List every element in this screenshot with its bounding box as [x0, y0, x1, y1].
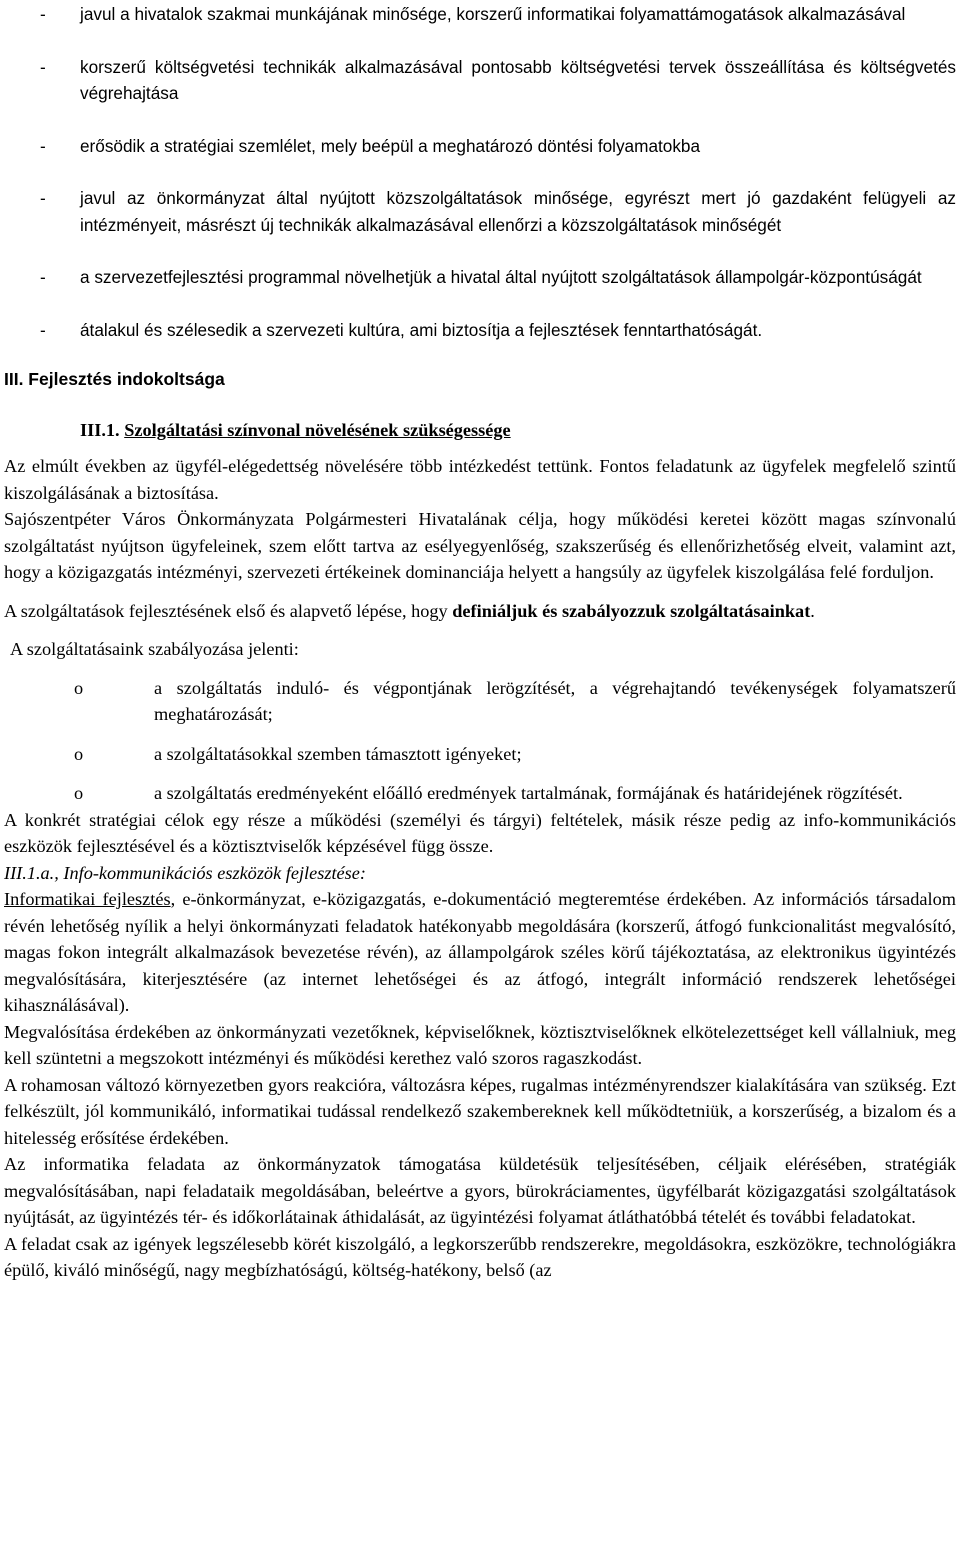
list-item — [4, 317, 956, 344]
section-3-heading: III. Fejlesztés indokoltsága — [4, 369, 225, 389]
list-item — [4, 54, 956, 107]
list-item — [4, 133, 956, 160]
paragraph-it-development-text: , e-önkormányzat, e-közigazgatás, e-dokumentáció megteremtése érdekében. Az információs társadalom révén lehetőség nyílik a helyi önkormányzati feladatok hatékonyabb megoldására (korszerű, átfogó funkcionalitást megvalósító, magas fokon integrált alkalmazások bevezetése révén), az állampolgárok széles körű tájékoztatása, az elektronikus ügyintézés megvalósítására, kiterjesztésére (az internet lehetőségei és az átfogó, integrált információ rendszerek lehetőségei kihasználásával). — [4, 889, 956, 1015]
list-item — [4, 780, 956, 807]
dash-marker: - — [40, 4, 46, 24]
circle-marker: o — [74, 677, 84, 698]
paragraph-goal: Sajószentpéter Város Önkormányzata Polgármesteri Hivatalának célja, hogy működési keretei között magas színvonalú szolgáltatást nyújtson ügyfeleinek, szem előtt tartva az esélyegyenlőség, szakszerűség és ellenőrizhetőség elveit, valamint azt, hogy a közigazgatás intézményi, szervezeti értékeinek dominanciája helyett a hangsúly az ügyfelek kiszolgálása felé forduljon. — [4, 509, 956, 582]
list-item — [4, 741, 956, 768]
list-item-text: korszerű költségvetési technikák alkalmazásával pontosabb költségvetési tervek összeállítása és költségvetés végrehajtása — [80, 56, 956, 103]
it-development-term: Informatikai fejlesztés — [4, 889, 171, 909]
paragraph-it-role: Az informatika feladata az önkormányzatok támogatása küldetésük teljesítésében, céljaik elérésében, stratégiák megvalósításában, napi feladataik megoldásában, beleértve a gyors, bürokráciamentes, ügyfélbarát közigazgatási szolgáltatások nyújtását, az ügyintézés tér- és időkorlátainak áthidalását, az ügyintézési folyamat átláthatóbbá tételét és további feladatokat. — [4, 1154, 956, 1227]
dash-marker: - — [40, 135, 46, 156]
circle-marker: o — [74, 743, 84, 764]
paragraph-first-step-text: A szolgáltatások fejlesztésének első és alapvető lépése, hogy — [4, 600, 453, 621]
list-item-text: átalakul és szélesedik a szervezeti kultúra, ami biztosítja a fejlesztések fenntarthatóságát. — [80, 319, 763, 340]
paragraph-flexible-system: A rohamosan változó környezetben gyors reakcióra, változásra képes, rugalmas intézményrendszer kialakítására van szükség. Ezt felkészült, jól kommunikáló, informatikai tudással rendelkező szakembereknek kell működtetniük, a korszerűség, a bizalom és a hitelesség erősítése érdekében. — [4, 1074, 956, 1148]
regulation-list — [4, 675, 956, 807]
list-item — [4, 185, 956, 238]
paragraph-task: A feladat csak az igények legszélesebb körét kiszolgáló, a legkorszerűbb rendszerekre, megoldásokra, eszközökre, technológiákra épülő, kiváló minőségű, nagy megbízhatóságú, költség-hatékony, belső (az — [4, 1233, 956, 1280]
dash-marker: - — [40, 56, 46, 77]
paragraph-first-step-end: . — [810, 600, 815, 621]
section-3-1-heading — [4, 417, 956, 444]
list-item-text: javul az önkormányzat által nyújtott közszolgáltatások minősége, egyrészt mert jó gazdaként felügyeli az intézményeit, másrészt új technikák alkalmazásával ellenőrzi a közszolgáltatások minőségét — [80, 188, 956, 235]
paragraph-first-step — [4, 598, 956, 625]
dash-marker: - — [40, 267, 46, 287]
paragraph-first-step-emphasis: definiáljuk és szabályozzuk szolgáltatásainkat — [452, 600, 811, 621]
list-item-text: erősödik a stratégiai szemlélet, mely beépül a meghatározó döntési folyamatokba — [80, 135, 701, 156]
section-3-1-a-heading: III.1.a., Info-kommunikációs eszközök fejlesztése: — [4, 862, 366, 883]
paragraph-commitment: Megvalósítása érdekében az önkormányzati vezetőknek, képviselőknek, köztisztviselőknek elkötelezettséget kell vállalniuk, meg kell szüntetni a megszokott intézményi és működési kerethez való szoros ragaszkodást. — [4, 1021, 956, 1068]
regulation-list-intro: A szolgáltatásaink szabályozása jelenti: — [10, 639, 299, 659]
list-item-text: a szolgáltatás eredményeként előálló eredmények tartalmának, formájának és határidejének rögzítését. — [154, 783, 903, 803]
list-item-text: javul a hivatalok szakmai munkájának minősége, korszerű informatikai folyamattámogatások alkalmazásával — [80, 4, 906, 24]
list-item-text: a szolgáltatásokkal szemben támasztott igényeket; — [154, 743, 522, 764]
list-item — [4, 264, 956, 291]
list-item — [4, 675, 956, 728]
paragraph-it-development — [4, 886, 956, 1019]
document-page — [0, 1, 960, 1546]
section-3-1-title: Szolgáltatási színvonal növelésének szükségessége — [124, 419, 511, 440]
section-3-1-number: III.1. — [80, 419, 120, 440]
dash-marker: - — [40, 319, 46, 340]
paragraph-satisfaction: Az elmúlt években az ügyfél-elégedettség növelésére több intézkedést tettünk. Fontos feladatunk az ügyfelek megfelelő szintű kiszolgálásának a biztosítása. — [4, 456, 956, 503]
list-item — [4, 1, 956, 28]
circle-marker: o — [74, 783, 84, 803]
paragraph-strategic-goals: A konkrét stratégiai célok egy része a működési (személyi és tárgyi) feltételek, másik része pedig az info-kommunikációs eszközök fejlesztésével és a köztisztviselők képzésével függ össze. — [4, 809, 956, 856]
list-item-text: a szervezetfejlesztési programmal növelhetjük a hivatal által nyújtott szolgáltatások állampolgár-központúságát — [80, 267, 922, 287]
benefits-list — [4, 1, 956, 343]
list-item-text: a szolgáltatás induló- és végpontjának lerögzítését, a végrehajtandó tevékenységek folyamatszerű meghatározását; — [154, 677, 956, 724]
dash-marker: - — [40, 188, 46, 208]
